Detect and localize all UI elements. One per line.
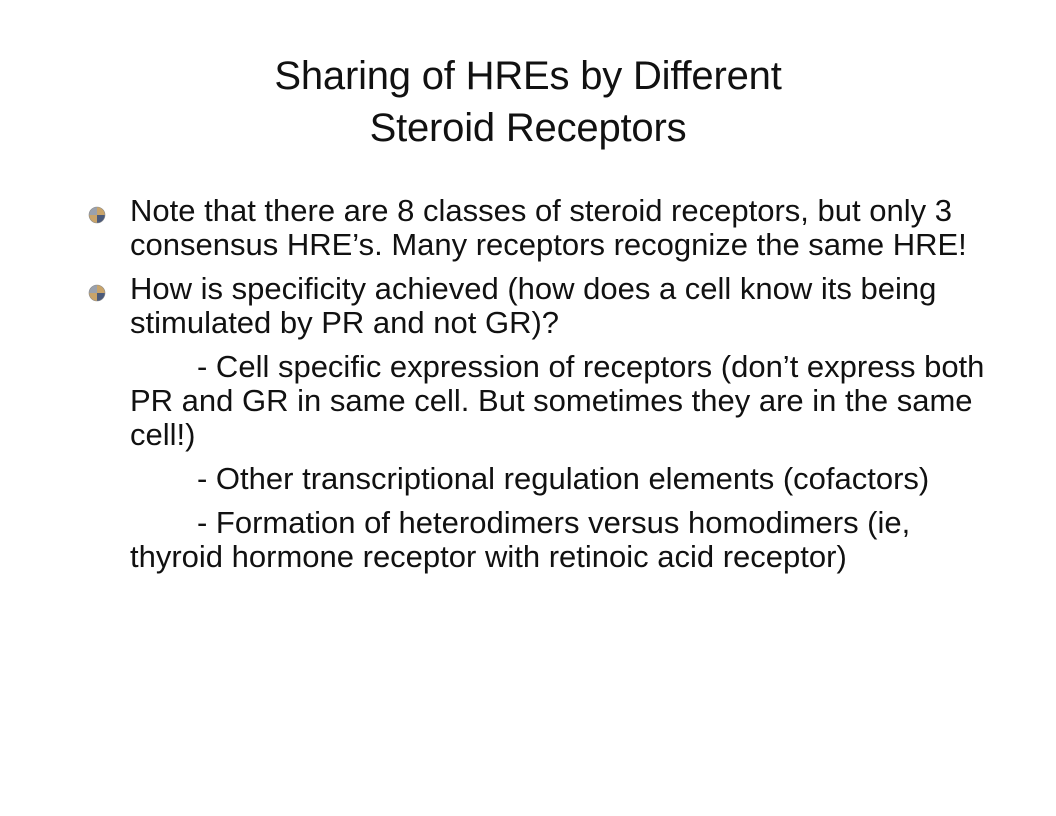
- disc-bullet-icon: [88, 206, 106, 224]
- bullet-item: [130, 194, 1010, 262]
- sub-point: - Other transcriptional regulation elements (cofactors): [197, 461, 930, 496]
- slide-title-line-1: Sharing of HREs by Different: [274, 54, 782, 98]
- slide-title-line-2: Steroid Receptors: [369, 106, 687, 150]
- bullet-text: How is specificity achieved (how does a cell know its being stimulated by PR and not GR)?: [130, 271, 937, 340]
- slide-body: [130, 194, 1010, 584]
- bullet-item: [130, 272, 1010, 340]
- sub-point: - Formation of heterodimers versus homodimers (ie, thyroid hormone receptor with retinoic acid receptor): [130, 505, 911, 574]
- disc-bullet-icon: [88, 284, 106, 302]
- slide-title: [0, 50, 1056, 154]
- sub-point: - Cell specific expression of receptors (don’t express both PR and GR in same cell. But sometimes they are in the same cell!): [130, 349, 985, 452]
- bullet-text: Note that there are 8 classes of steroid receptors, but only 3 consensus HRE’s. Many receptors recognize the same HRE!: [130, 193, 967, 262]
